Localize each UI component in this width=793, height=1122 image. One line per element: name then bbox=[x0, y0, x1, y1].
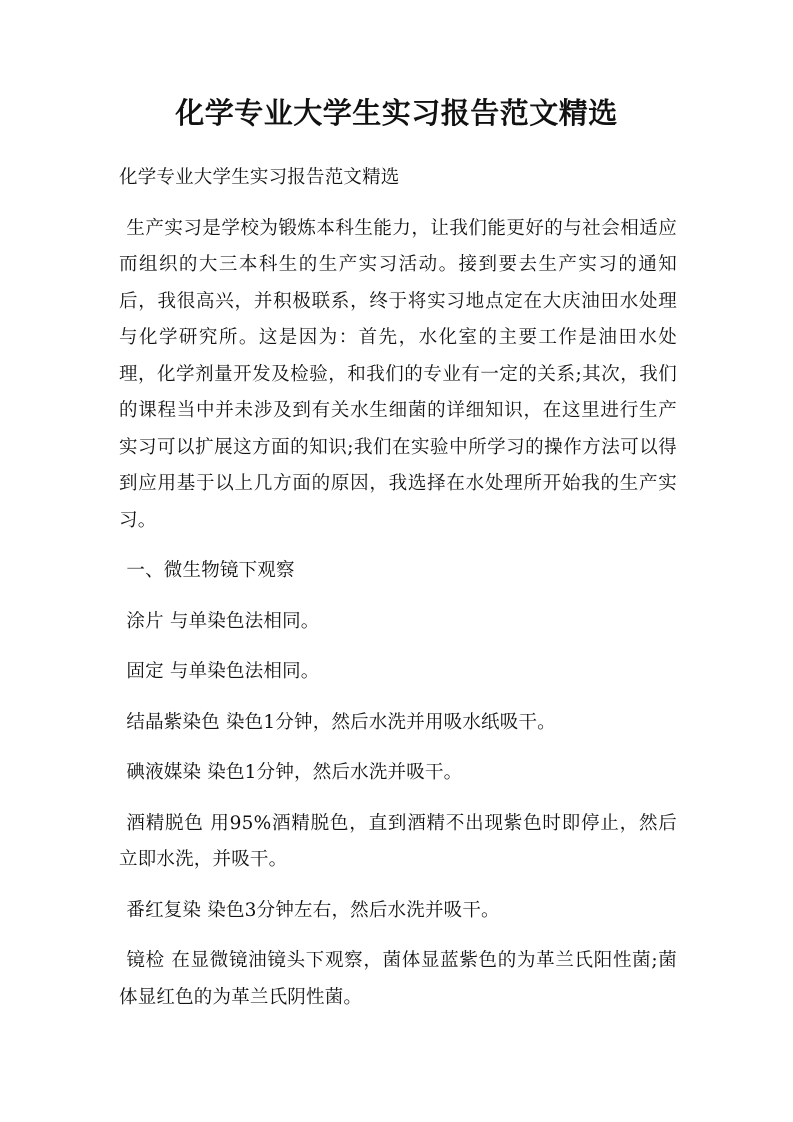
step-paragraph: 固定 与单染色法相同。 bbox=[126, 661, 320, 682]
document-title: 化学专业大学生实习报告范文精选 bbox=[175, 96, 618, 130]
step-paragraph: 酒精脱色 用95%酒精脱色，直到酒精不出现紫色时即停止，然后立即水洗，并吸干。 bbox=[119, 812, 677, 870]
intro-paragraph: 生产实习是学校为锻炼本科生能力，让我们能更好的与社会相适应而组织的大三本科生的生产实习活动。接到要去生产实习的通知后，我很高兴，并积极联系，终于将实习地点定在大庆油田水处理与化学研究所。这是因为：首先，水化室的主要工作是油田水处理，化学剂量开发及检验，和我们的专业有一定的关系;其次，我们的课程当中并未涉及到有关水生细菌的详细知识，在这里进行生产实习可以扩展这方面的知识;我们在实验中所学习的操作方法可以得到应用基于以上几方面的原因，我选择在水处理所开始我的生产实习。 bbox=[119, 217, 677, 531]
step-paragraph: 镜检 在显微镜油镜头下观察，菌体显蓝紫色的为革兰氏阳性菌;菌体显红色的为革兰氏阴性菌。 bbox=[119, 950, 677, 1008]
step-paragraph: 涂片 与单染色法相同。 bbox=[126, 610, 320, 632]
step-paragraph: 番红复染 染色3分钟左右，然后水洗并吸干。 bbox=[126, 899, 500, 921]
document-subtitle: 化学专业大学生实习报告范文精选 bbox=[119, 167, 400, 188]
section-heading: 一、微生物镜下观察 bbox=[126, 560, 295, 581]
step-paragraph: 碘液媒染 染色1分钟，然后水洗并吸干。 bbox=[126, 762, 463, 783]
document-body bbox=[119, 160, 677, 1016]
step-paragraph: 结晶紫染色 染色1分钟，然后水洗并用吸水纸吸干。 bbox=[126, 711, 556, 733]
